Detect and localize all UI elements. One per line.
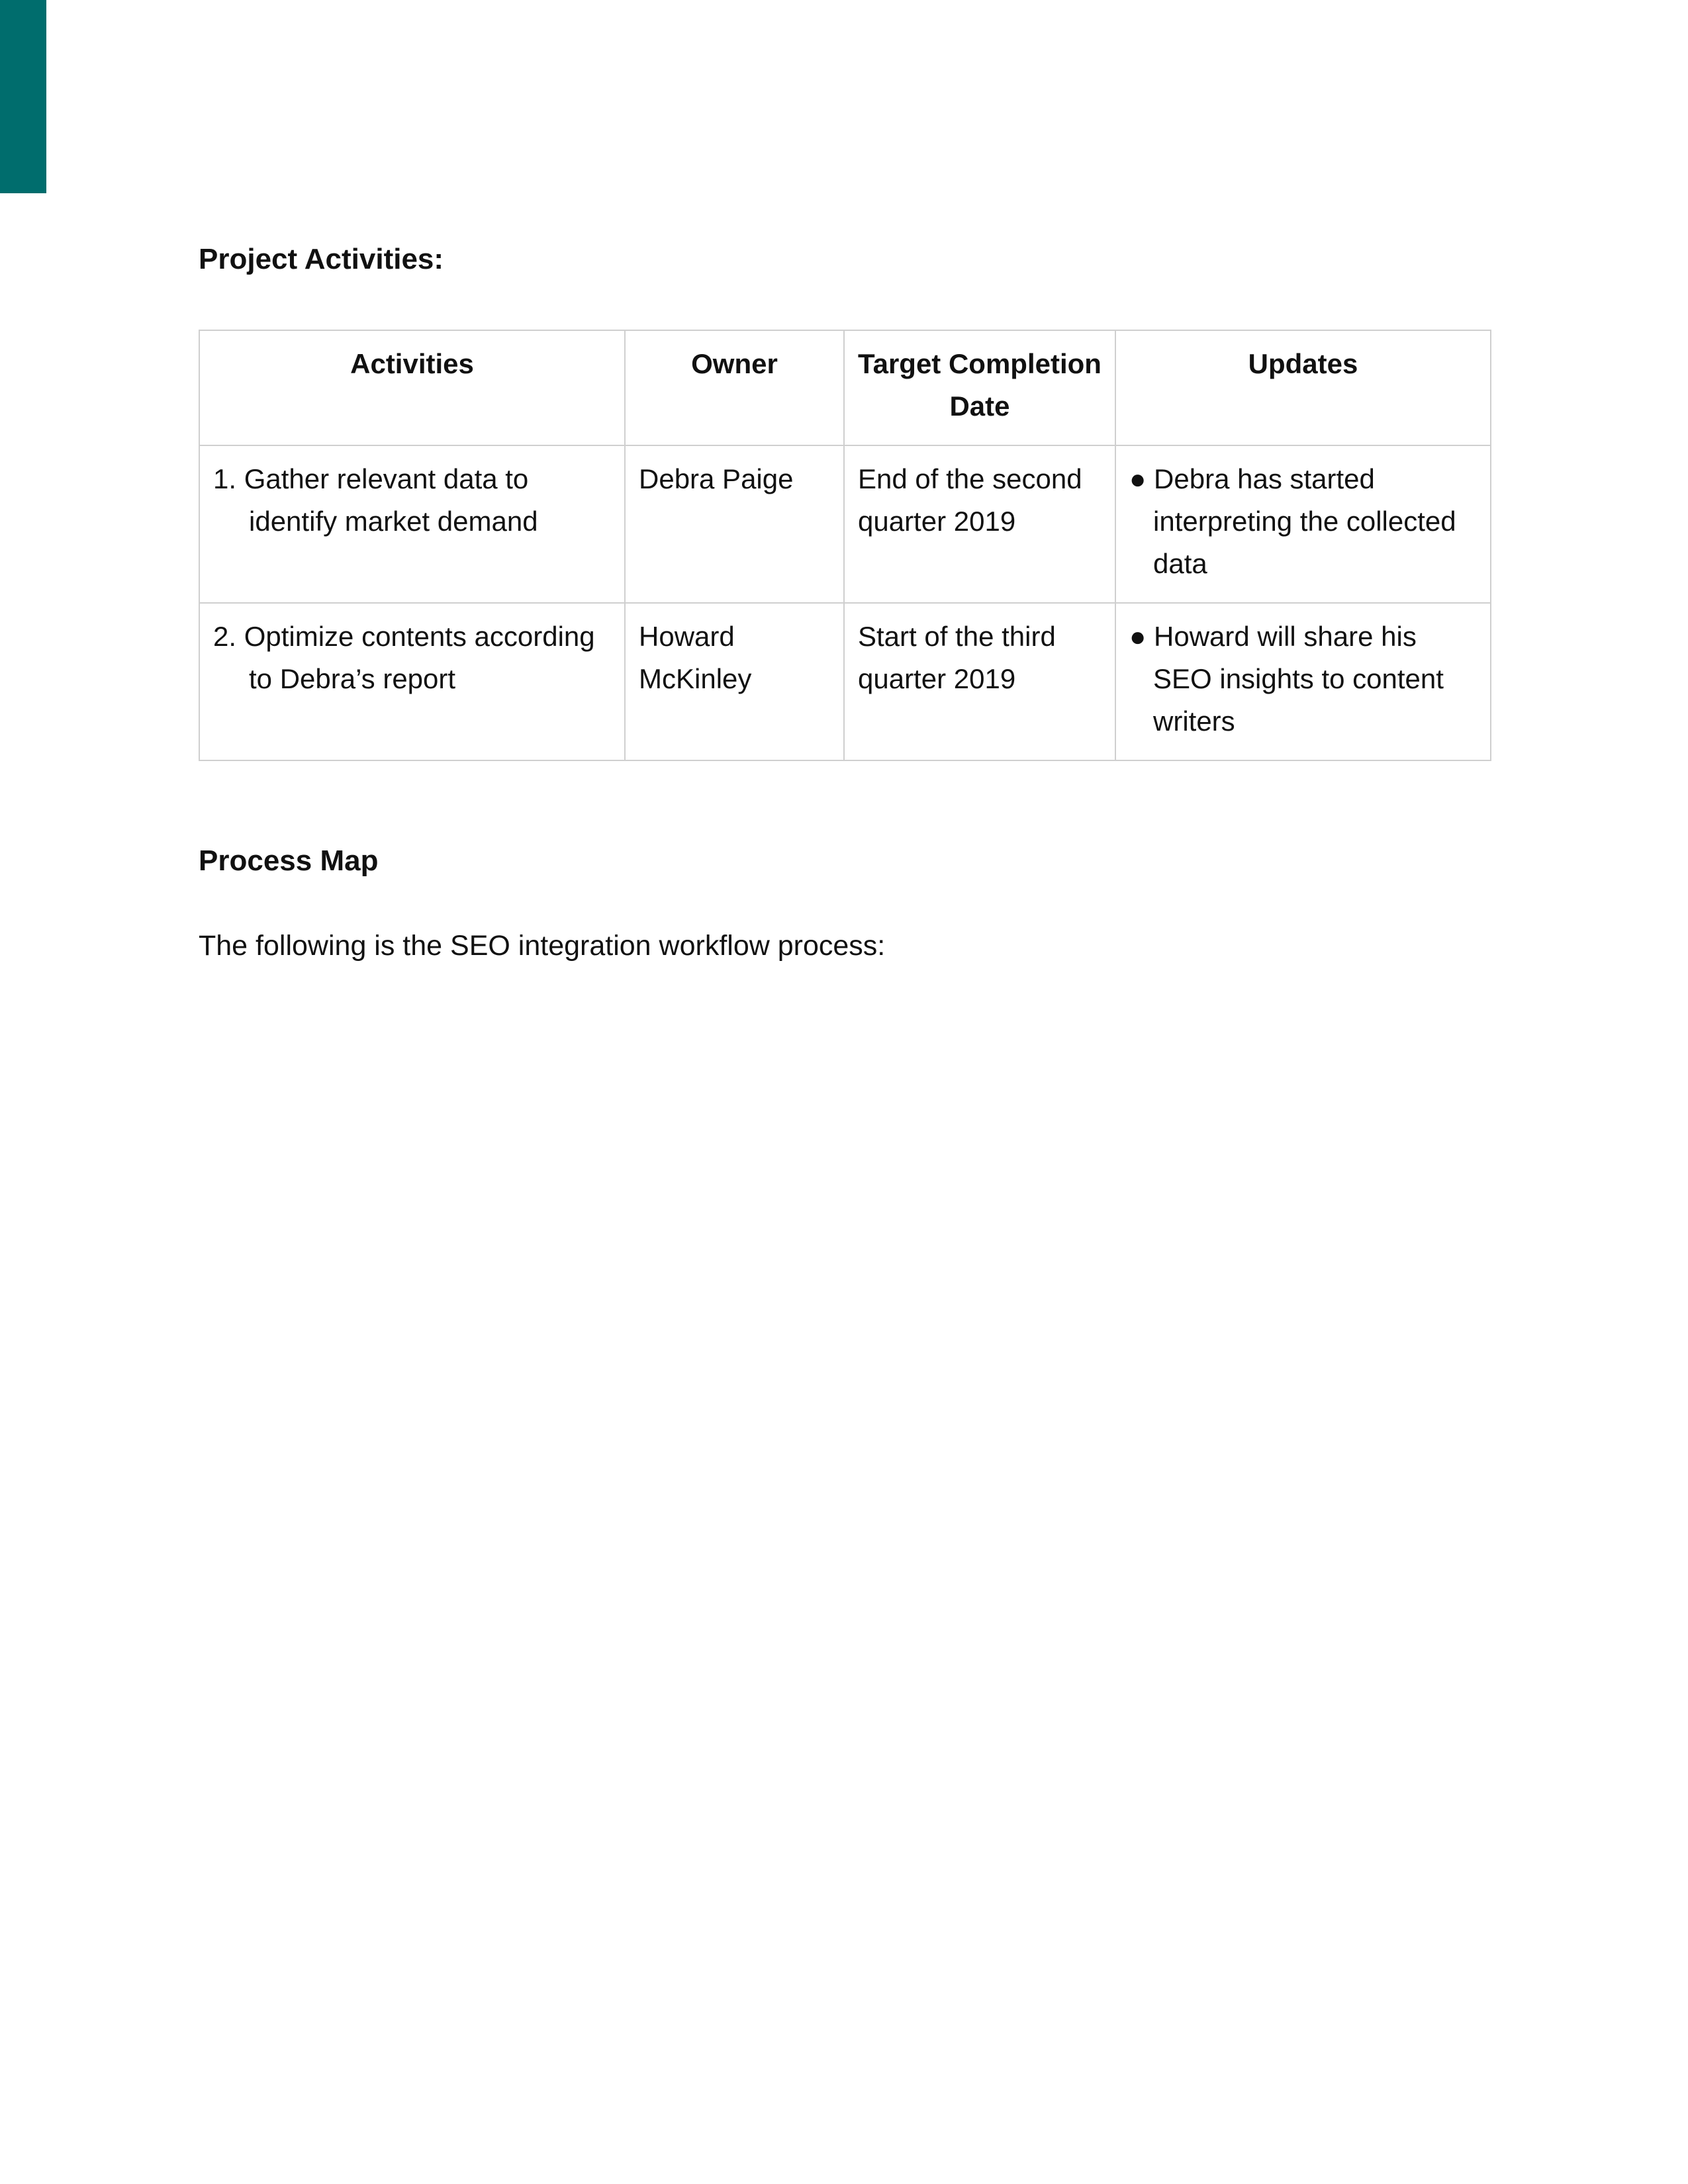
accent-bar [0, 0, 46, 193]
header-updates: Updates [1115, 330, 1491, 445]
activity-text: 2. Optimize contents according to Debra’s report [213, 621, 595, 694]
activity-text: 1. Gather relevant data to identify market demand [213, 463, 538, 537]
header-target-completion-date: Target Completion Date [844, 330, 1115, 445]
activity-cell [199, 603, 625, 760]
target-date-cell: End of the second quarter 2019 [844, 445, 1115, 603]
activity-cell [199, 445, 625, 603]
header-activities: Activities [199, 330, 625, 445]
table-row [199, 445, 1491, 603]
process-map-intro: The following is the SEO integration workflow process: [199, 930, 886, 962]
header-owner: Owner [625, 330, 844, 445]
table-row [199, 603, 1491, 760]
project-activities-heading: Project Activities: [199, 243, 444, 275]
process-map-heading: Process Map [199, 844, 379, 877]
target-date-cell: Start of the third quarter 2019 [844, 603, 1115, 760]
owner-cell: Debra Paige [625, 445, 844, 603]
table-header-row [199, 330, 1491, 445]
activities-table [199, 330, 1491, 761]
update-bullet: ● Howard will share his SEO insights to content writers [1129, 621, 1444, 737]
update-cell [1115, 603, 1491, 760]
update-cell [1115, 445, 1491, 603]
update-bullet: ● Debra has started interpreting the collected data [1129, 463, 1456, 579]
owner-cell: Howard McKinley [625, 603, 844, 760]
